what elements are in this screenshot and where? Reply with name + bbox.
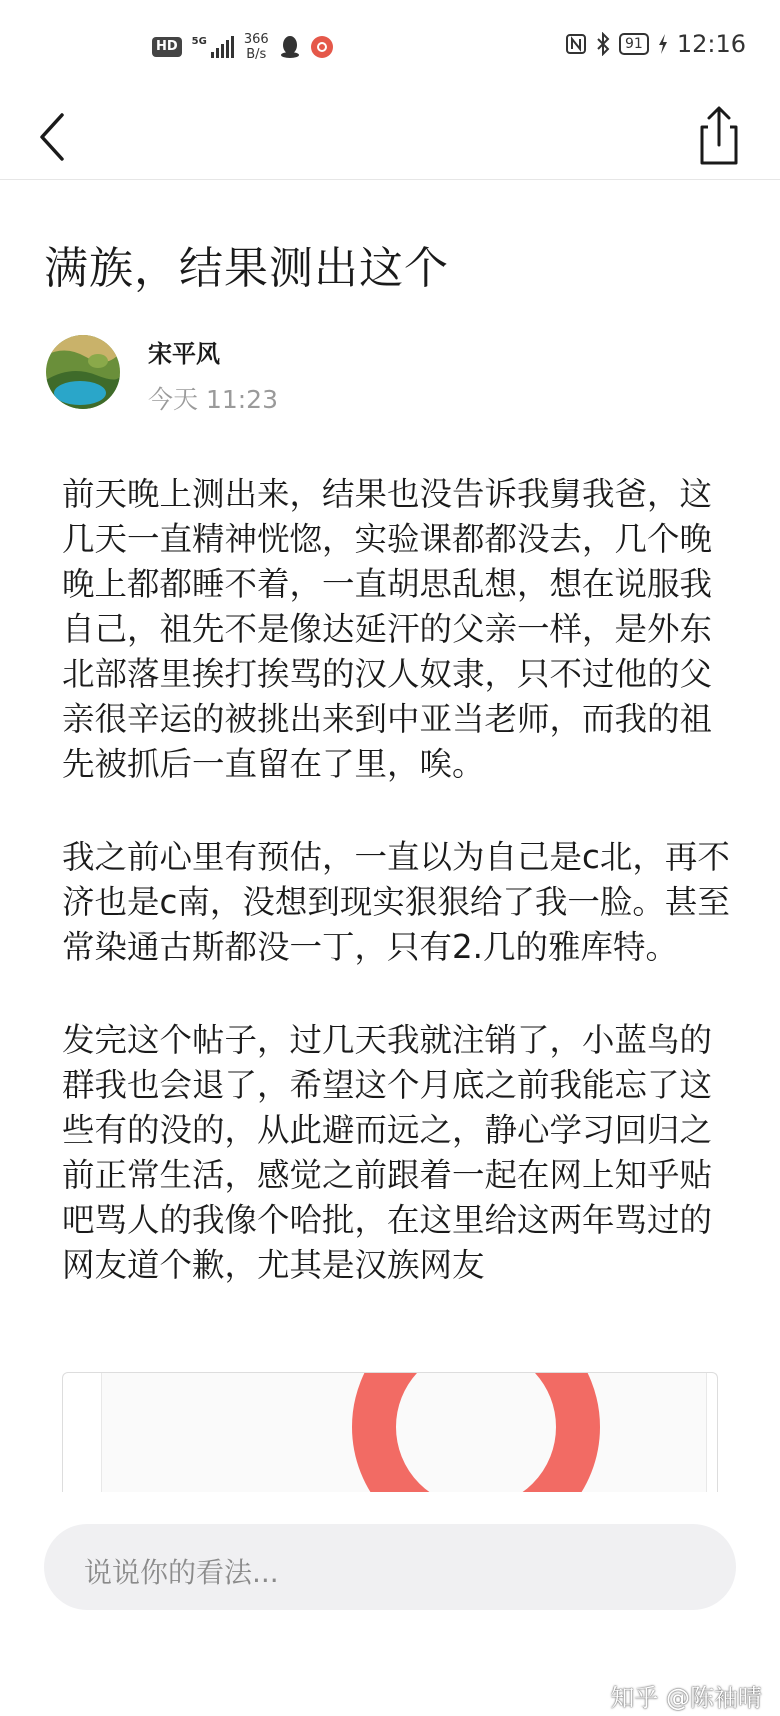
chevron-left-icon	[30, 107, 80, 167]
embedded-image-canvas	[101, 1373, 707, 1493]
top-navigation	[0, 95, 780, 180]
status-bar	[0, 0, 780, 95]
share-button[interactable]	[690, 103, 748, 169]
status-left	[152, 32, 333, 62]
post-time: 今天 11:23	[148, 385, 278, 414]
paragraph: 发完这个帖子，过几天我就注销了，小蓝鸟的群我也会退了，希望这个月底之前我能忘了这些有的没的，从此避而远之，静心学习回归之前正常生活，感觉之前跟着一起在网上知乎贴吧骂人的我像个哈批，在这里给这两年骂过的网友道个歉，尤其是汉族网友	[62, 1021, 713, 1284]
signal-5g-icon	[192, 36, 234, 58]
nfc-icon	[565, 33, 587, 55]
status-right	[565, 30, 746, 58]
post-body	[62, 472, 734, 1288]
comment-bar	[0, 1492, 780, 1716]
hd-badge: HD	[152, 37, 182, 57]
author-name[interactable]: 宋平风	[148, 340, 220, 368]
watermark: 知乎 @陈袖晴	[610, 1684, 762, 1712]
embedded-image[interactable]	[62, 1372, 718, 1493]
app-notification-icon	[311, 36, 333, 58]
share-icon	[690, 103, 748, 169]
battery-indicator: 91	[619, 33, 649, 55]
network-speed-value: 366	[243, 32, 269, 47]
comment-placeholder: 说说你的看法...	[84, 1556, 279, 1589]
avatar[interactable]	[46, 335, 120, 409]
clock: 12:16	[676, 30, 746, 58]
bluetooth-icon	[595, 32, 611, 56]
network-speed-unit: B/s	[246, 47, 267, 62]
donut-chart-icon	[352, 1372, 600, 1493]
back-button[interactable]	[30, 107, 80, 167]
paragraph: 前天晚上测出来，结果也没告诉我舅我爸，这几天一直精神恍惚，实验课都都没去，几个晚晚上都都睡不着，一直胡思乱想，想在说服我自己，祖先不是像达延汗的父亲一样，是外东北部落里挨打挨骂的汉人奴隶，只不过他的父亲很辛运的被挑出来到中亚当老师，而我的祖先被抓后一直留在了里，唉。	[62, 475, 713, 783]
charging-icon	[657, 33, 669, 55]
network-type-label: 5G	[191, 36, 207, 47]
post-body-clip	[0, 472, 780, 1372]
paragraph: 我之前心里有预估，一直以为自己是c北，再不济也是c南，没想到现实狠狠给了我一脸。甚至常染通古斯都没一丁，只有2.几的雅库特。	[62, 838, 730, 966]
network-speed	[244, 32, 269, 62]
qq-icon	[279, 35, 301, 59]
post-title: 满族，结果测出这个	[44, 243, 449, 294]
comment-input[interactable]	[44, 1524, 736, 1610]
